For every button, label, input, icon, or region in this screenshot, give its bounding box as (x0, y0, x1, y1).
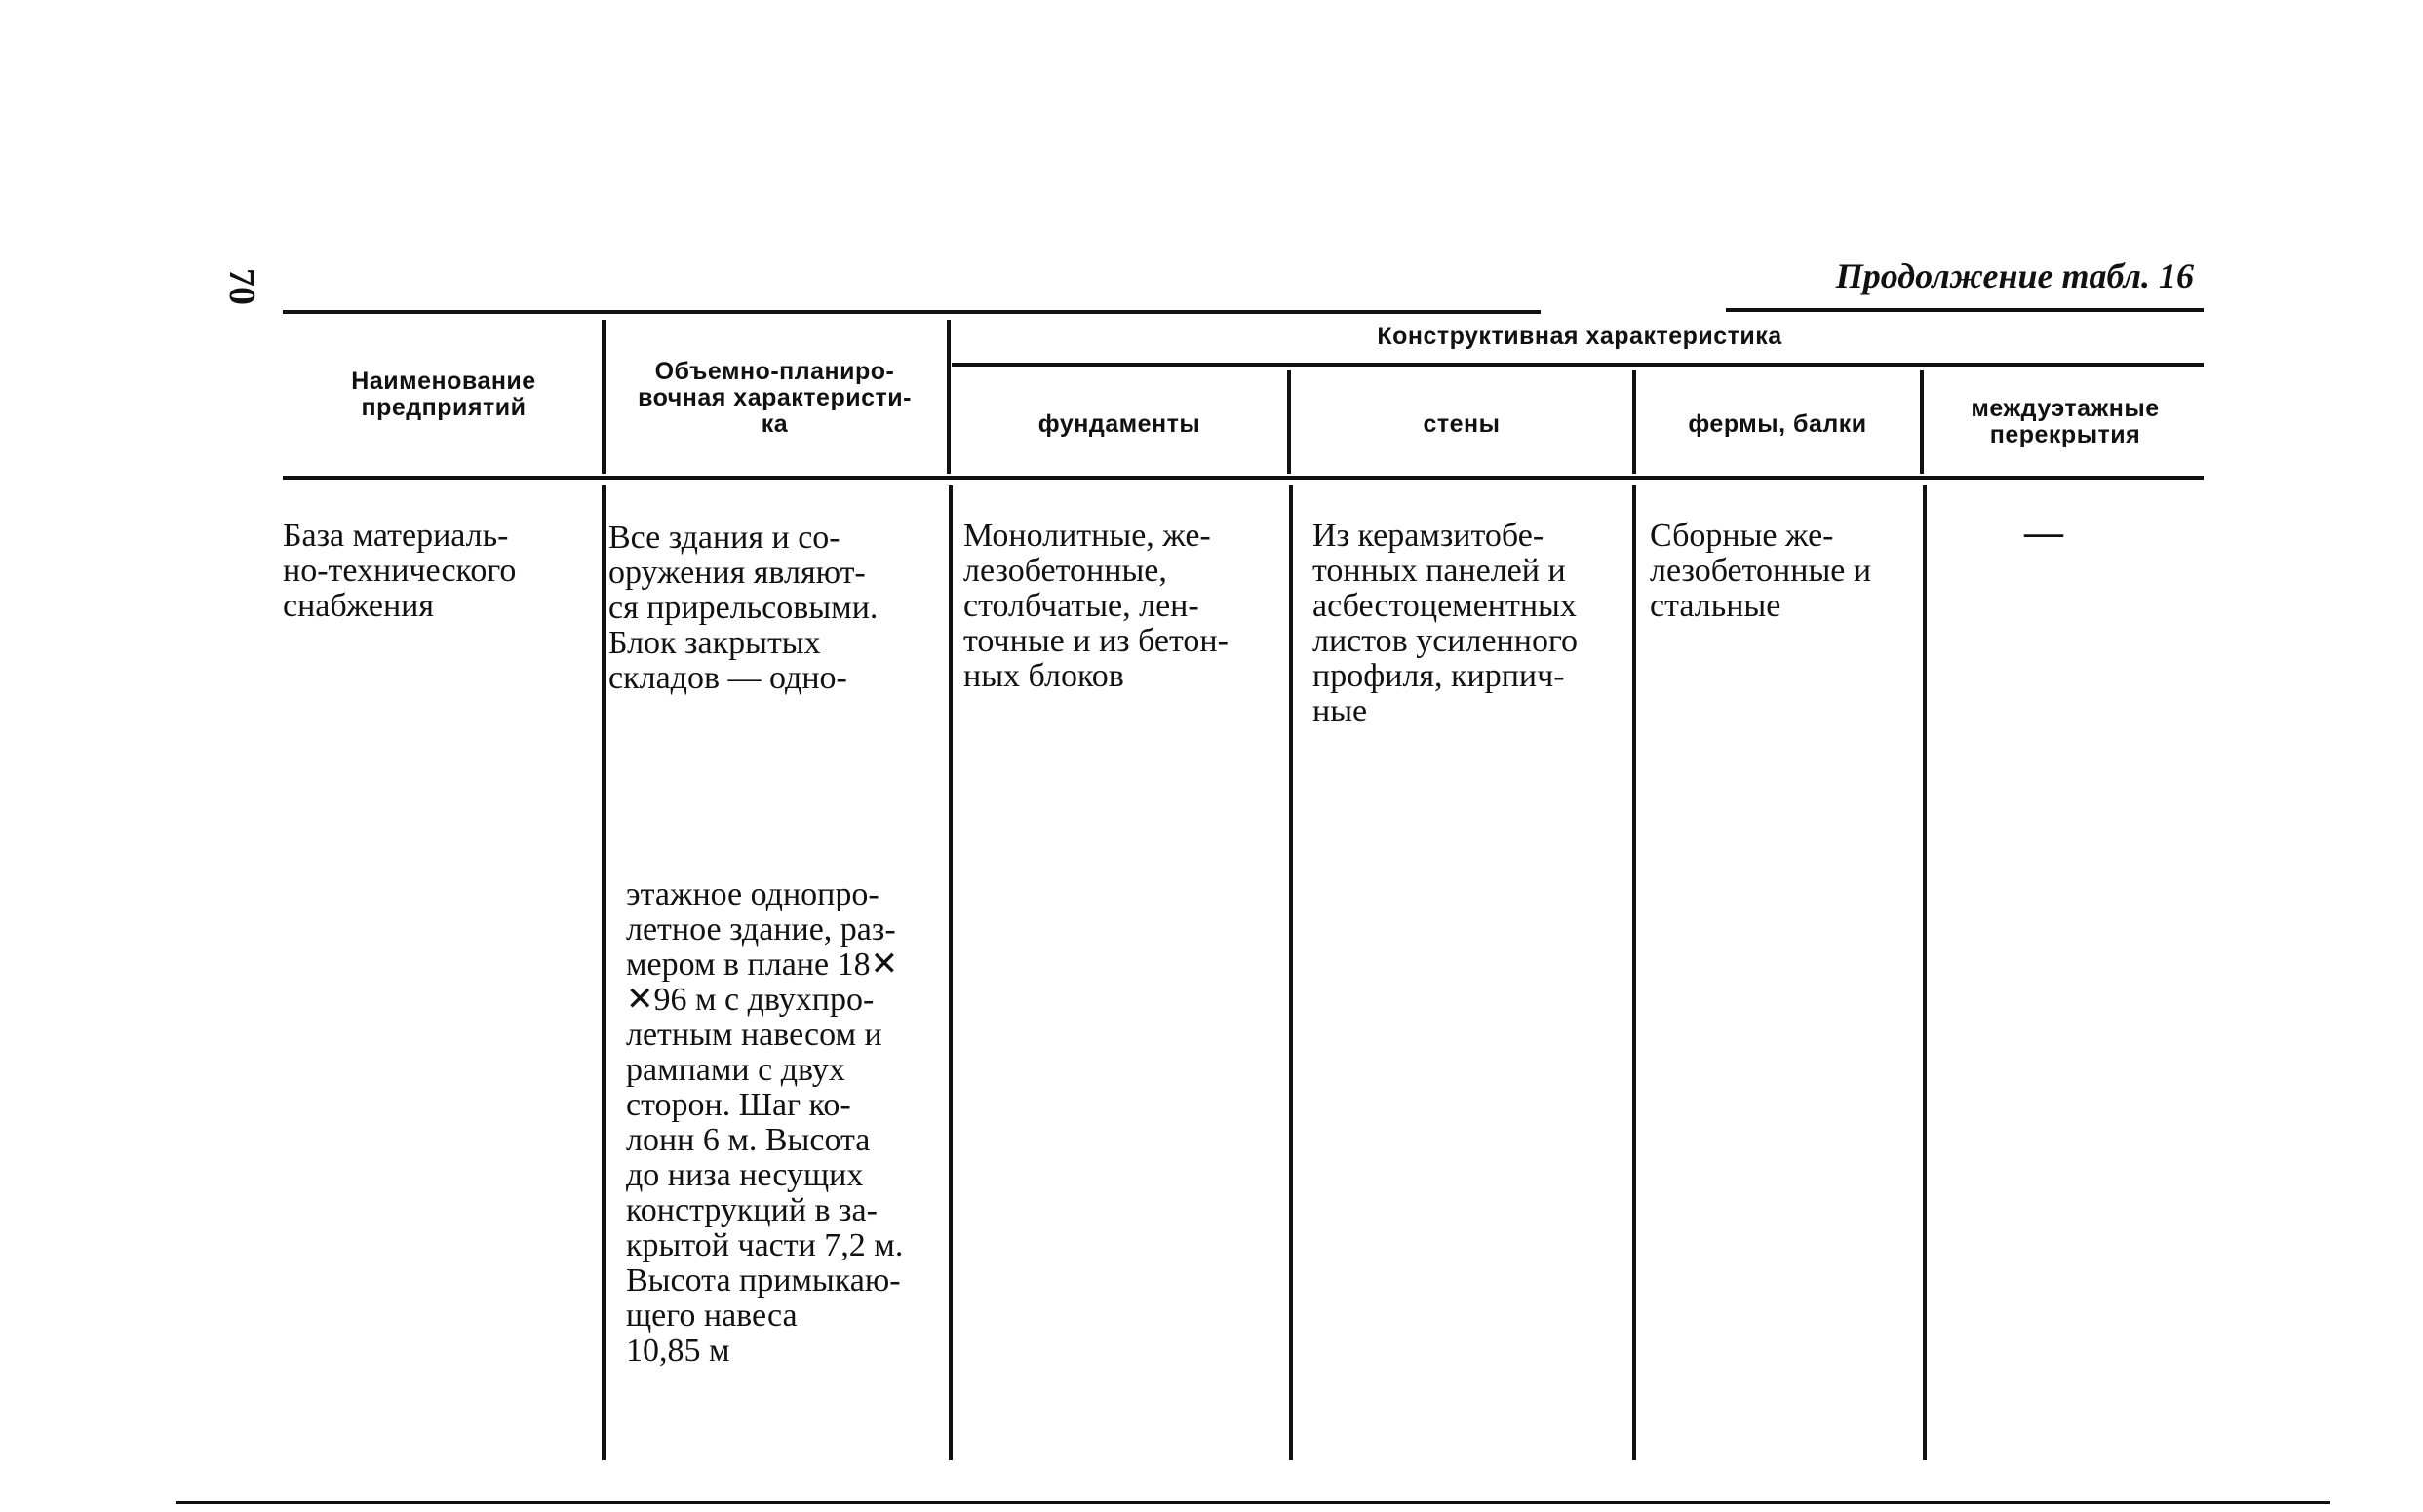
header-divider-4 (1632, 370, 1636, 474)
cell-planning-top: Все здания и со- оружения являют- ся прирельсовыми. Блок закрытых складов — одно- (608, 520, 879, 696)
top-rule-left (283, 310, 1541, 314)
cell-planning-bottom: этажное однопро- летное здание, раз- мером в плане 18✕ ✕96 м с двухпро- летным навесом и рампами с двух сторон. Шаг ко- лонн 6 м. Высота до низа несущих конструкций в за- крытой части 7,2 м. Высота примыкаю- щего навеса 10,85 м (626, 876, 904, 1369)
header-divider-1 (602, 320, 606, 474)
cell-walls: Из керамзитобе- тонных панелей и асбестоцементных листов усиленного профиля, кирпич- ные (1312, 518, 1579, 729)
body-divider-5 (1923, 485, 1927, 1460)
header-subrule (952, 363, 2204, 367)
top-rule-right (1726, 308, 2204, 312)
header-divider-3 (1287, 370, 1291, 474)
header-bottom-rule (283, 476, 2204, 480)
header-planning: Объемно-планиро- вочная характеристи- ка (638, 358, 912, 438)
header-trusses: фермы, балки (1688, 410, 1867, 438)
body-divider-4 (1632, 485, 1636, 1460)
header-walls: стены (1423, 410, 1501, 438)
body-divider-1 (602, 485, 606, 1460)
body-divider-2 (949, 485, 953, 1460)
header-divider-2 (947, 320, 951, 474)
header-foundations: фундаменты (1037, 410, 1201, 438)
cell-trusses: Сборные же- лезобетонные и стальные (1650, 518, 1872, 624)
header-name: Наименование предприятий (351, 368, 536, 421)
header-divider-5 (1920, 370, 1924, 474)
cell-foundations: Монолитные, же- лезобетонные, столбчатые, лен- точные и из бетон- ных блоков (963, 518, 1229, 694)
header-floors: междуэтажные перекрытия (1971, 395, 2160, 448)
table-continuation-caption: Продолжение табл. 16 (1835, 256, 2194, 295)
cell-name: База материаль- но-технического снабжения (283, 518, 517, 624)
cell-floors: — (2024, 510, 2063, 554)
page-number: 70 (221, 268, 262, 305)
body-divider-3 (1289, 485, 1293, 1460)
header-constructive: Конструктивная характеристика (1377, 323, 1782, 350)
bottom-rule (176, 1501, 2330, 1504)
